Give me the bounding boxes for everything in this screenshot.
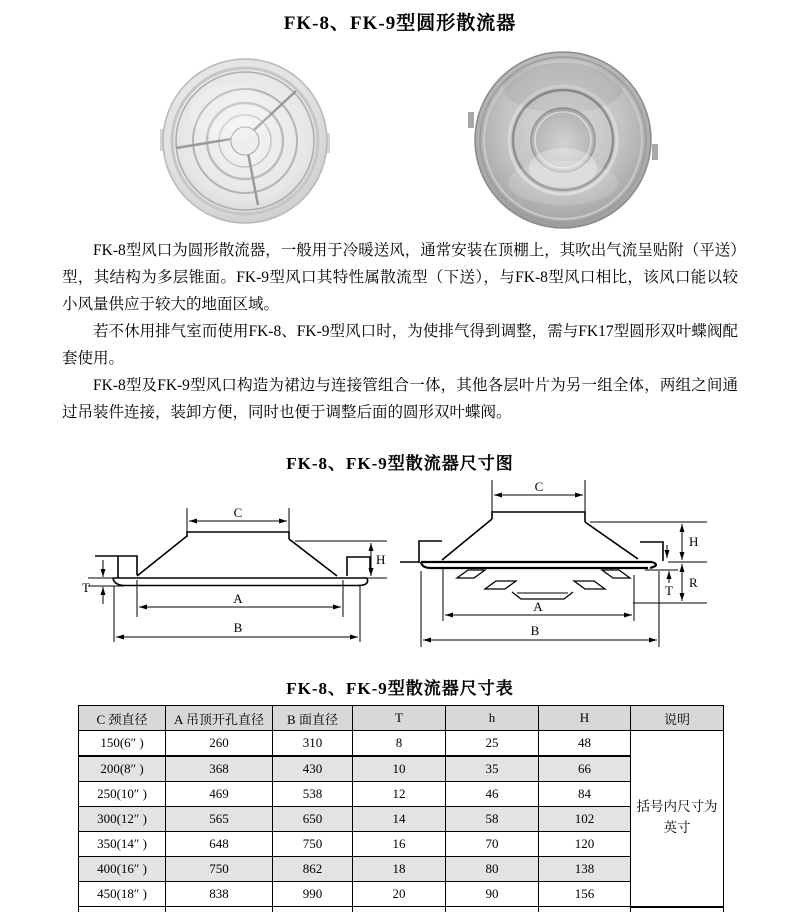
table-cell: 469 [166, 782, 273, 807]
fk9-product-photo [468, 48, 658, 232]
table-header-cell: C 颈直径 [79, 706, 166, 731]
table-cell: 35 [446, 756, 539, 782]
table-cell: 368 [166, 756, 273, 782]
dim-h [295, 541, 387, 578]
table-cell: 12 [353, 782, 446, 807]
size-table [78, 705, 724, 912]
table-cell: 70 [446, 832, 539, 857]
table-cell: 156 [539, 882, 631, 907]
table-cell: 150(6″ ) [79, 731, 166, 757]
table-cell: 750 [166, 857, 273, 882]
table-cell: 990 [273, 882, 353, 907]
table-cell: 102 [539, 807, 631, 832]
table-cell: 400(16″ ) [79, 857, 166, 882]
dim-label-r: R [689, 575, 698, 590]
dim-label-t: T [665, 583, 673, 598]
table-note-cell [631, 731, 724, 907]
dim-label-b: B [233, 620, 243, 635]
diffuser-face [160, 59, 330, 223]
dim-c [492, 479, 585, 512]
table-cell: 16 [353, 832, 446, 857]
table-cell: 25 [446, 731, 539, 757]
table-cell: 260 [166, 731, 273, 757]
table-cell: 430 [273, 756, 353, 782]
table-section-title: FK-8、FK-9型散流器尺寸表 [286, 679, 514, 698]
paragraph: FK-8型风口为圆形散流器，一般用于冷暖送风，通常安装在顶棚上，其吹出气流呈贴附（平送）型，其结构为多层锥面。FK-9型风口其特性属散流型（下送），与FK-8型风口相比，该风口能以较小风量供应于较大的地面区域。 [62, 242, 738, 313]
table-row [79, 782, 724, 807]
cone-outline [137, 532, 337, 576]
table-cell: 48 [539, 731, 631, 757]
table-cell: 14 [353, 807, 446, 832]
table-cell: 66 [539, 756, 631, 782]
page-title: FK-8、FK-9型圆形散流器 [283, 13, 517, 34]
table-cell: 650 [273, 807, 353, 832]
dim-label-h: H [376, 552, 386, 567]
table-cell: 58 [446, 807, 539, 832]
diagram-section-title: FK-8、FK-9型散流器尺寸图 [286, 454, 514, 473]
table-header-cell: A 吊顶开孔直径 [166, 706, 273, 731]
table-header-cell: h [446, 706, 539, 731]
dim-label-h: H [689, 534, 699, 549]
table-row [79, 882, 724, 907]
table-cell: 90 [446, 882, 539, 907]
table-row [79, 756, 724, 782]
dim-label-b: B [530, 623, 540, 638]
table-cell: 120 [539, 832, 631, 857]
table-cell: 84 [539, 782, 631, 807]
table-row [79, 731, 724, 757]
left-hanger-bracket [400, 541, 442, 563]
right-hanger-bracket [347, 557, 370, 576]
diffuser-face [468, 52, 658, 228]
table-cell: 750 [273, 832, 353, 857]
table-cell: 200(8″ ) [79, 756, 166, 782]
table-cell: 46 [446, 782, 539, 807]
table-cell: 8 [353, 731, 446, 757]
table-cell: 138 [539, 857, 631, 882]
table-crop-stub [539, 907, 631, 912]
fk8-product-photo [160, 55, 330, 227]
dim-c [187, 505, 289, 539]
table-header-cell: T [353, 706, 446, 731]
paragraph: FK-8型及FK-9型风口构造为裙边与连接管组合一体，其他各层叶片为另一组全体，两组之间通过吊装件连接，装卸方便，同时也便于调整后面的圆形双叶蝶阀。 [62, 377, 738, 421]
dim-label-a: A [233, 591, 243, 606]
fk9-dimension-diagram [400, 475, 730, 655]
cone-outline [442, 512, 638, 560]
dim-label-c: C [534, 479, 544, 494]
table-cell: 10 [353, 756, 446, 782]
table-row [79, 832, 724, 857]
table-row [79, 807, 724, 832]
table-cell: 20 [353, 882, 446, 907]
table-cell: 450(18″ ) [79, 882, 166, 907]
note-line: 括号内尺寸为 [636, 799, 718, 815]
paragraph: 若不休用排气室而使用FK-8、FK-9型风口时，为使排气得到调整，需与FK17型圆形双叶蝶阀配套使用。 [62, 323, 738, 367]
table-header-cell: 说明 [631, 706, 724, 731]
table-crop-stub [353, 907, 446, 912]
table-cell: 838 [166, 882, 273, 907]
size-table-head [79, 706, 724, 731]
table-row [79, 857, 724, 882]
dim-label-t: T [82, 580, 90, 595]
table-header-cell: B 面直径 [273, 706, 353, 731]
note-line: 英寸 [663, 820, 691, 836]
flange-plate [113, 578, 368, 586]
table-cell: 80 [446, 857, 539, 882]
table-crop-stub [79, 907, 166, 912]
cone-vanes [457, 570, 630, 599]
table-crop-stub [631, 907, 724, 912]
dim-label-a: A [533, 599, 543, 614]
table-header-row [79, 706, 724, 731]
table-cell: 648 [166, 832, 273, 857]
table-crop-stub [446, 907, 539, 912]
table-crop-stub [166, 907, 273, 912]
size-table-body [79, 731, 724, 912]
table-cell: 565 [166, 807, 273, 832]
table-crop-stub-row [79, 907, 724, 912]
flange-plate [421, 562, 656, 568]
table-cell: 300(12″ ) [79, 807, 166, 832]
dim-label-c: C [233, 505, 243, 520]
right-hanger-bracket [640, 542, 663, 561]
fk8-dimension-diagram [80, 480, 400, 655]
table-cell: 18 [353, 857, 446, 882]
left-hanger-bracket [95, 556, 137, 578]
table-cell: 250(10″ ) [79, 782, 166, 807]
table-cell: 310 [273, 731, 353, 757]
table-header-cell: H [539, 706, 631, 731]
table-crop-stub [273, 907, 353, 912]
table-cell: 350(14″ ) [79, 832, 166, 857]
dim-t [645, 570, 678, 598]
description-paragraphs [62, 237, 738, 426]
table-cell: 862 [273, 857, 353, 882]
table-cell: 538 [273, 782, 353, 807]
